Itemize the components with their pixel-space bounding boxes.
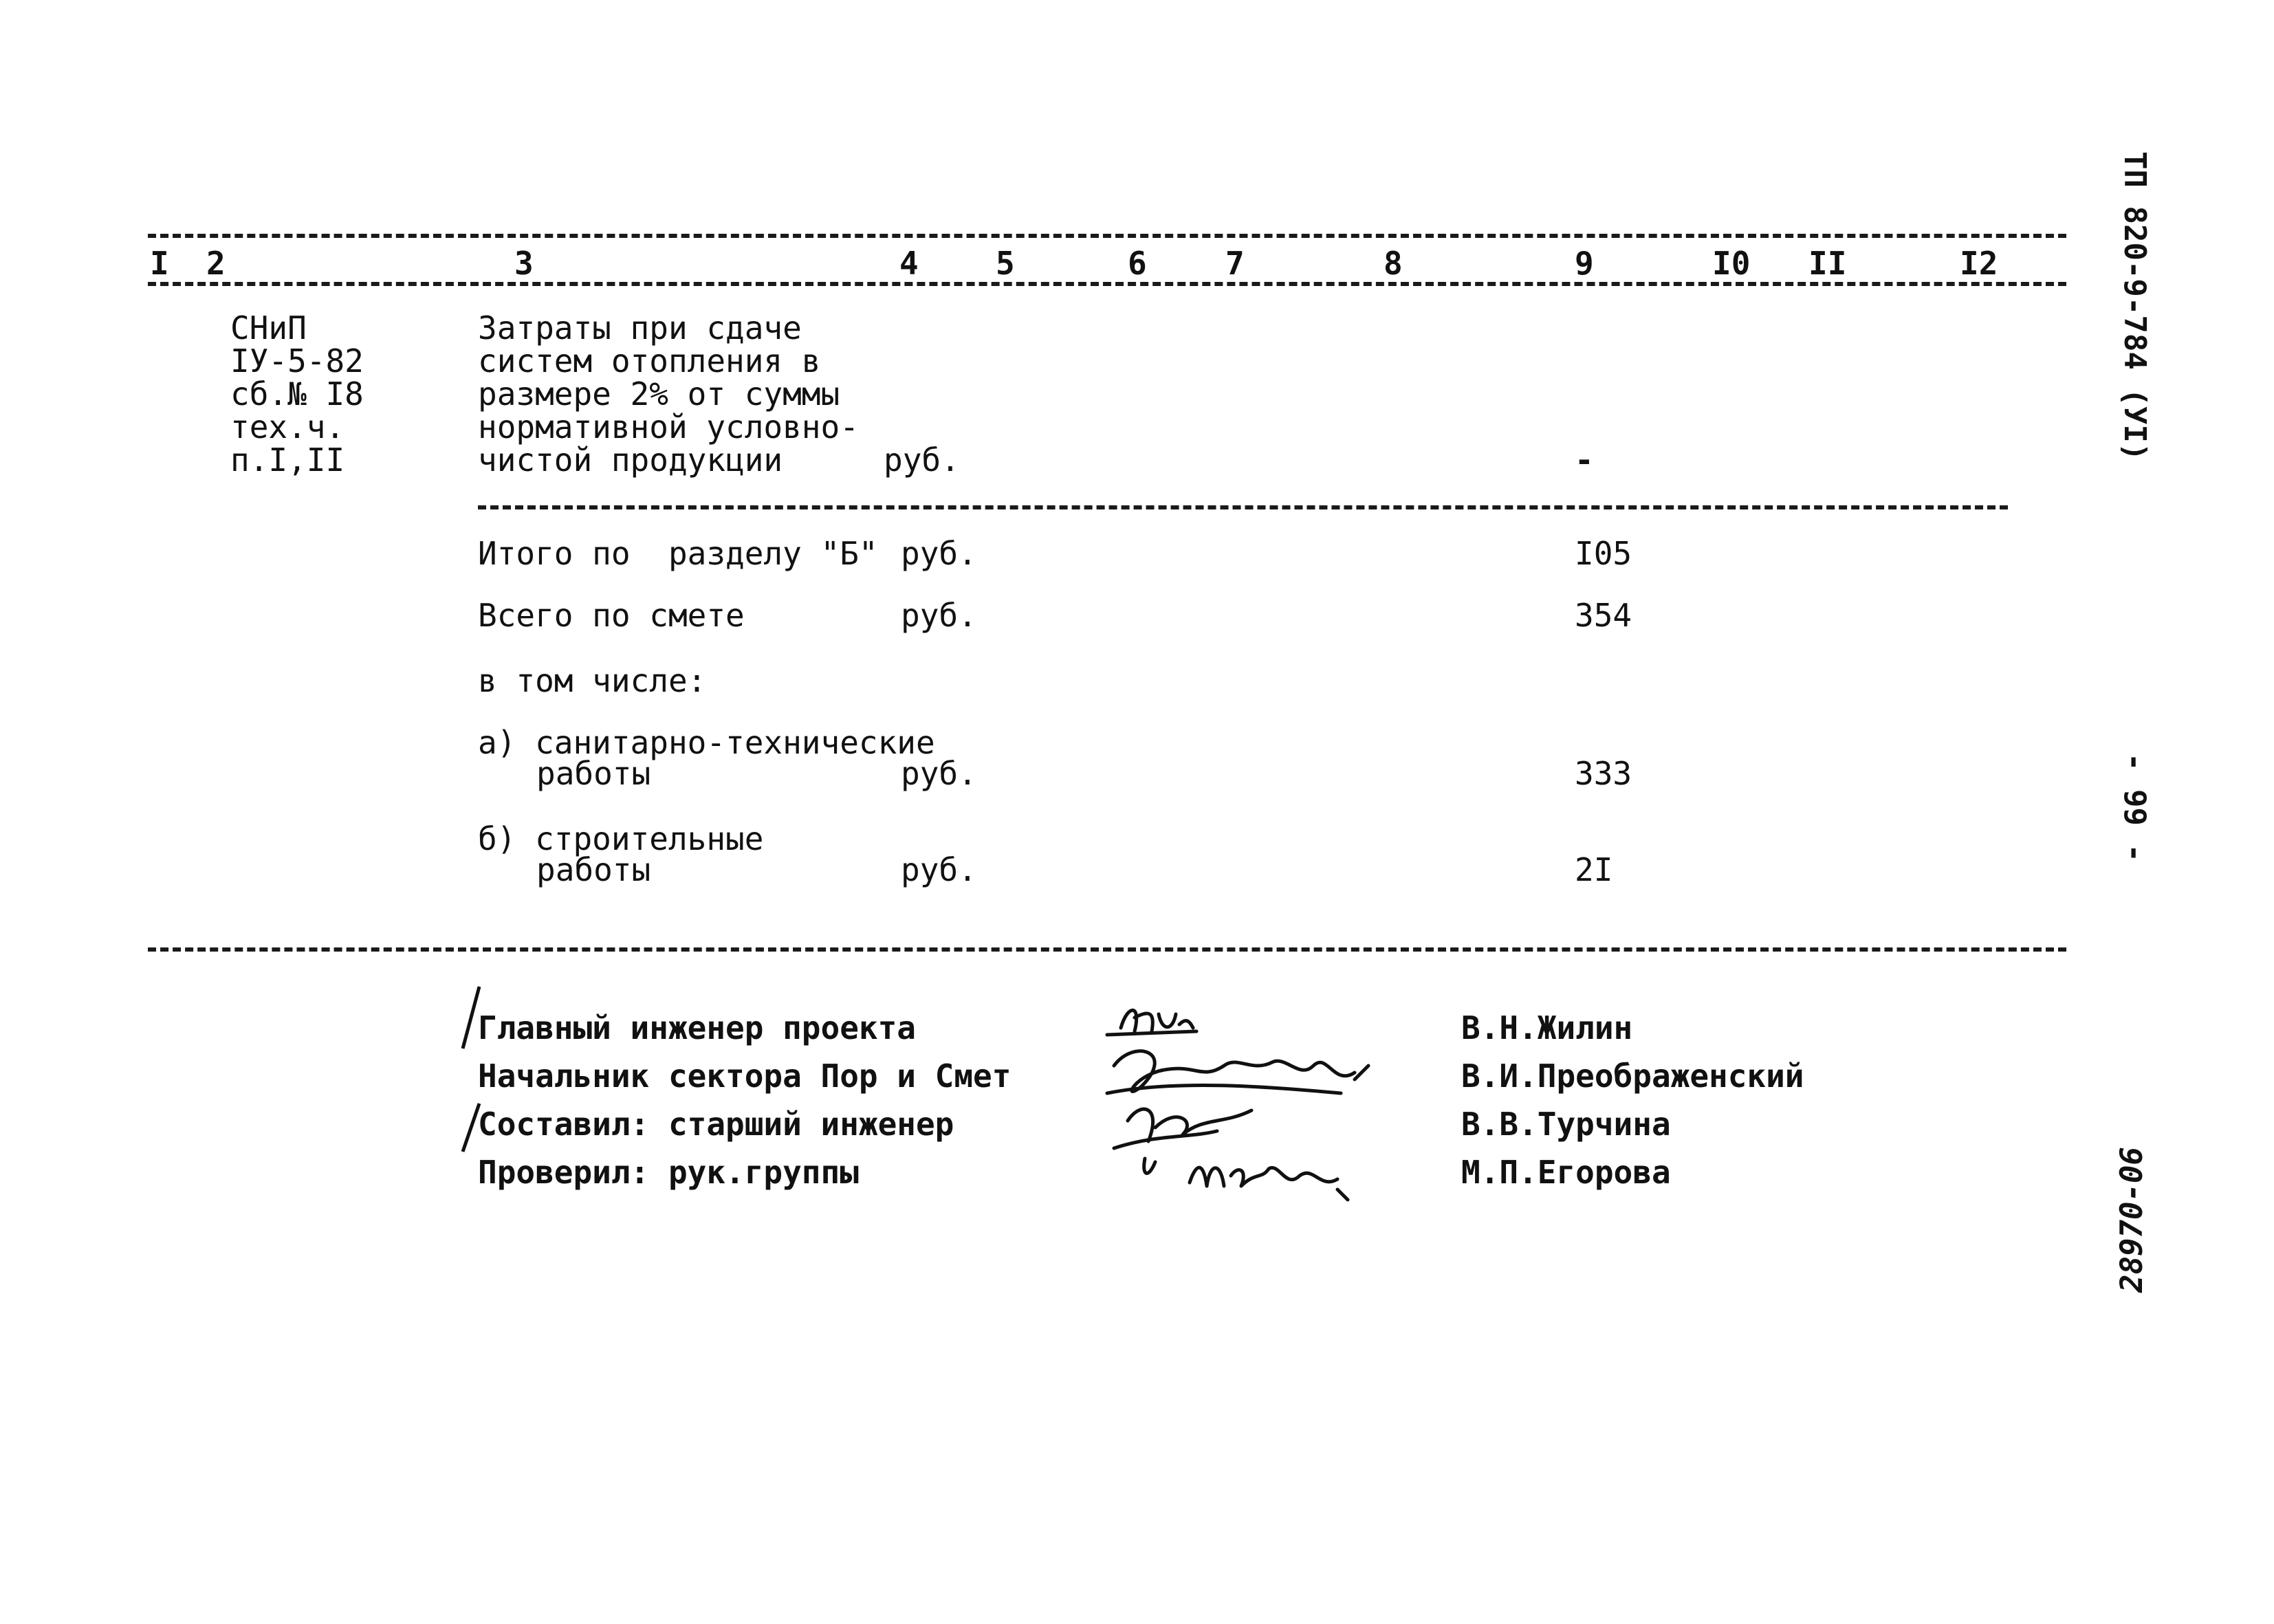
sig-name-1: В.Н.Жилин bbox=[1461, 1009, 1633, 1046]
desc-line-3: размере 2% от суммы bbox=[478, 375, 840, 413]
row-divider bbox=[478, 505, 2008, 509]
total-estimate-label: Всего по смете bbox=[478, 597, 745, 634]
source-line-2: IУ-5-82 bbox=[230, 342, 364, 380]
construction-unit: руб. bbox=[901, 851, 977, 888]
desc-line-4: нормативной условно- bbox=[478, 408, 859, 446]
total-section-b-value: I05 bbox=[1575, 535, 1632, 572]
table-bottom-rule bbox=[148, 947, 2066, 952]
header-top-rule bbox=[148, 234, 2066, 238]
check-mark-1 bbox=[457, 983, 485, 1052]
sig-name-3: В.В.Турчина bbox=[1461, 1106, 1671, 1143]
source-line-5: п.I,II bbox=[230, 441, 345, 479]
col-num-8: 8 bbox=[1384, 245, 1403, 282]
col-num-2: 2 bbox=[206, 245, 226, 282]
desc-line-2: систем отопления в bbox=[478, 342, 821, 380]
source-line-3: сб.№ I8 bbox=[230, 375, 364, 413]
total-section-b-unit: руб. bbox=[901, 535, 977, 572]
construction-label-2: работы bbox=[536, 851, 651, 888]
construction-label-1: б) строительные bbox=[478, 820, 764, 857]
margin-archive-number: 28970-06 bbox=[2114, 1147, 2150, 1293]
sanitary-value: 333 bbox=[1575, 755, 1632, 792]
col-num-11: II bbox=[1808, 245, 1847, 282]
sanitary-label-1: а) санитарно-технические bbox=[478, 724, 935, 761]
source-line-4: тех.ч. bbox=[230, 408, 345, 446]
sig-role-4: Проверил: рук.группы bbox=[478, 1154, 859, 1191]
col-num-5: 5 bbox=[996, 245, 1015, 282]
construction-value: 2I bbox=[1575, 851, 1613, 888]
check-mark-3 bbox=[457, 1100, 485, 1155]
col-num-10: I0 bbox=[1712, 245, 1751, 282]
col-num-9: 9 bbox=[1575, 245, 1594, 282]
total-estimate-unit: руб. bbox=[901, 597, 977, 634]
sig-role-1: Главный инженер проекта bbox=[478, 1009, 916, 1046]
header-bottom-rule bbox=[148, 282, 2066, 286]
total-estimate-value: 354 bbox=[1575, 597, 1632, 634]
sanitary-label-2: работы bbox=[536, 755, 651, 792]
col-num-1: I bbox=[150, 245, 169, 282]
handwritten-signatures bbox=[1093, 990, 1417, 1224]
desc-line-5: чистой продукции bbox=[478, 441, 783, 479]
col-num-7: 7 bbox=[1225, 245, 1245, 282]
margin-page-number: - 99 - bbox=[2117, 753, 2152, 862]
desc-unit: руб. bbox=[884, 441, 960, 479]
total-section-b-label: Итого по разделу "Б" bbox=[478, 535, 878, 572]
sig-name-2: В.И.Преображенский bbox=[1461, 1057, 1804, 1095]
col-num-4: 4 bbox=[899, 245, 919, 282]
col-num-6: 6 bbox=[1128, 245, 1147, 282]
sig-role-2: Начальник сектора Пор и Смет bbox=[478, 1057, 1012, 1095]
sig-name-4: М.П.Егорова bbox=[1461, 1154, 1671, 1191]
desc-line-1: Затраты при сдаче bbox=[478, 309, 802, 347]
source-line-1: СНиП bbox=[230, 309, 307, 347]
sig-role-3: Составил: старший инженер bbox=[478, 1106, 954, 1143]
desc-value: - bbox=[1575, 441, 1594, 479]
sanitary-unit: руб. bbox=[901, 755, 977, 792]
margin-doc-code: ТП 820-9-784 (УI) bbox=[2117, 151, 2152, 461]
col-num-12: I2 bbox=[1960, 245, 1998, 282]
including-label: в том числе: bbox=[478, 662, 707, 699]
col-num-3: 3 bbox=[514, 245, 534, 282]
